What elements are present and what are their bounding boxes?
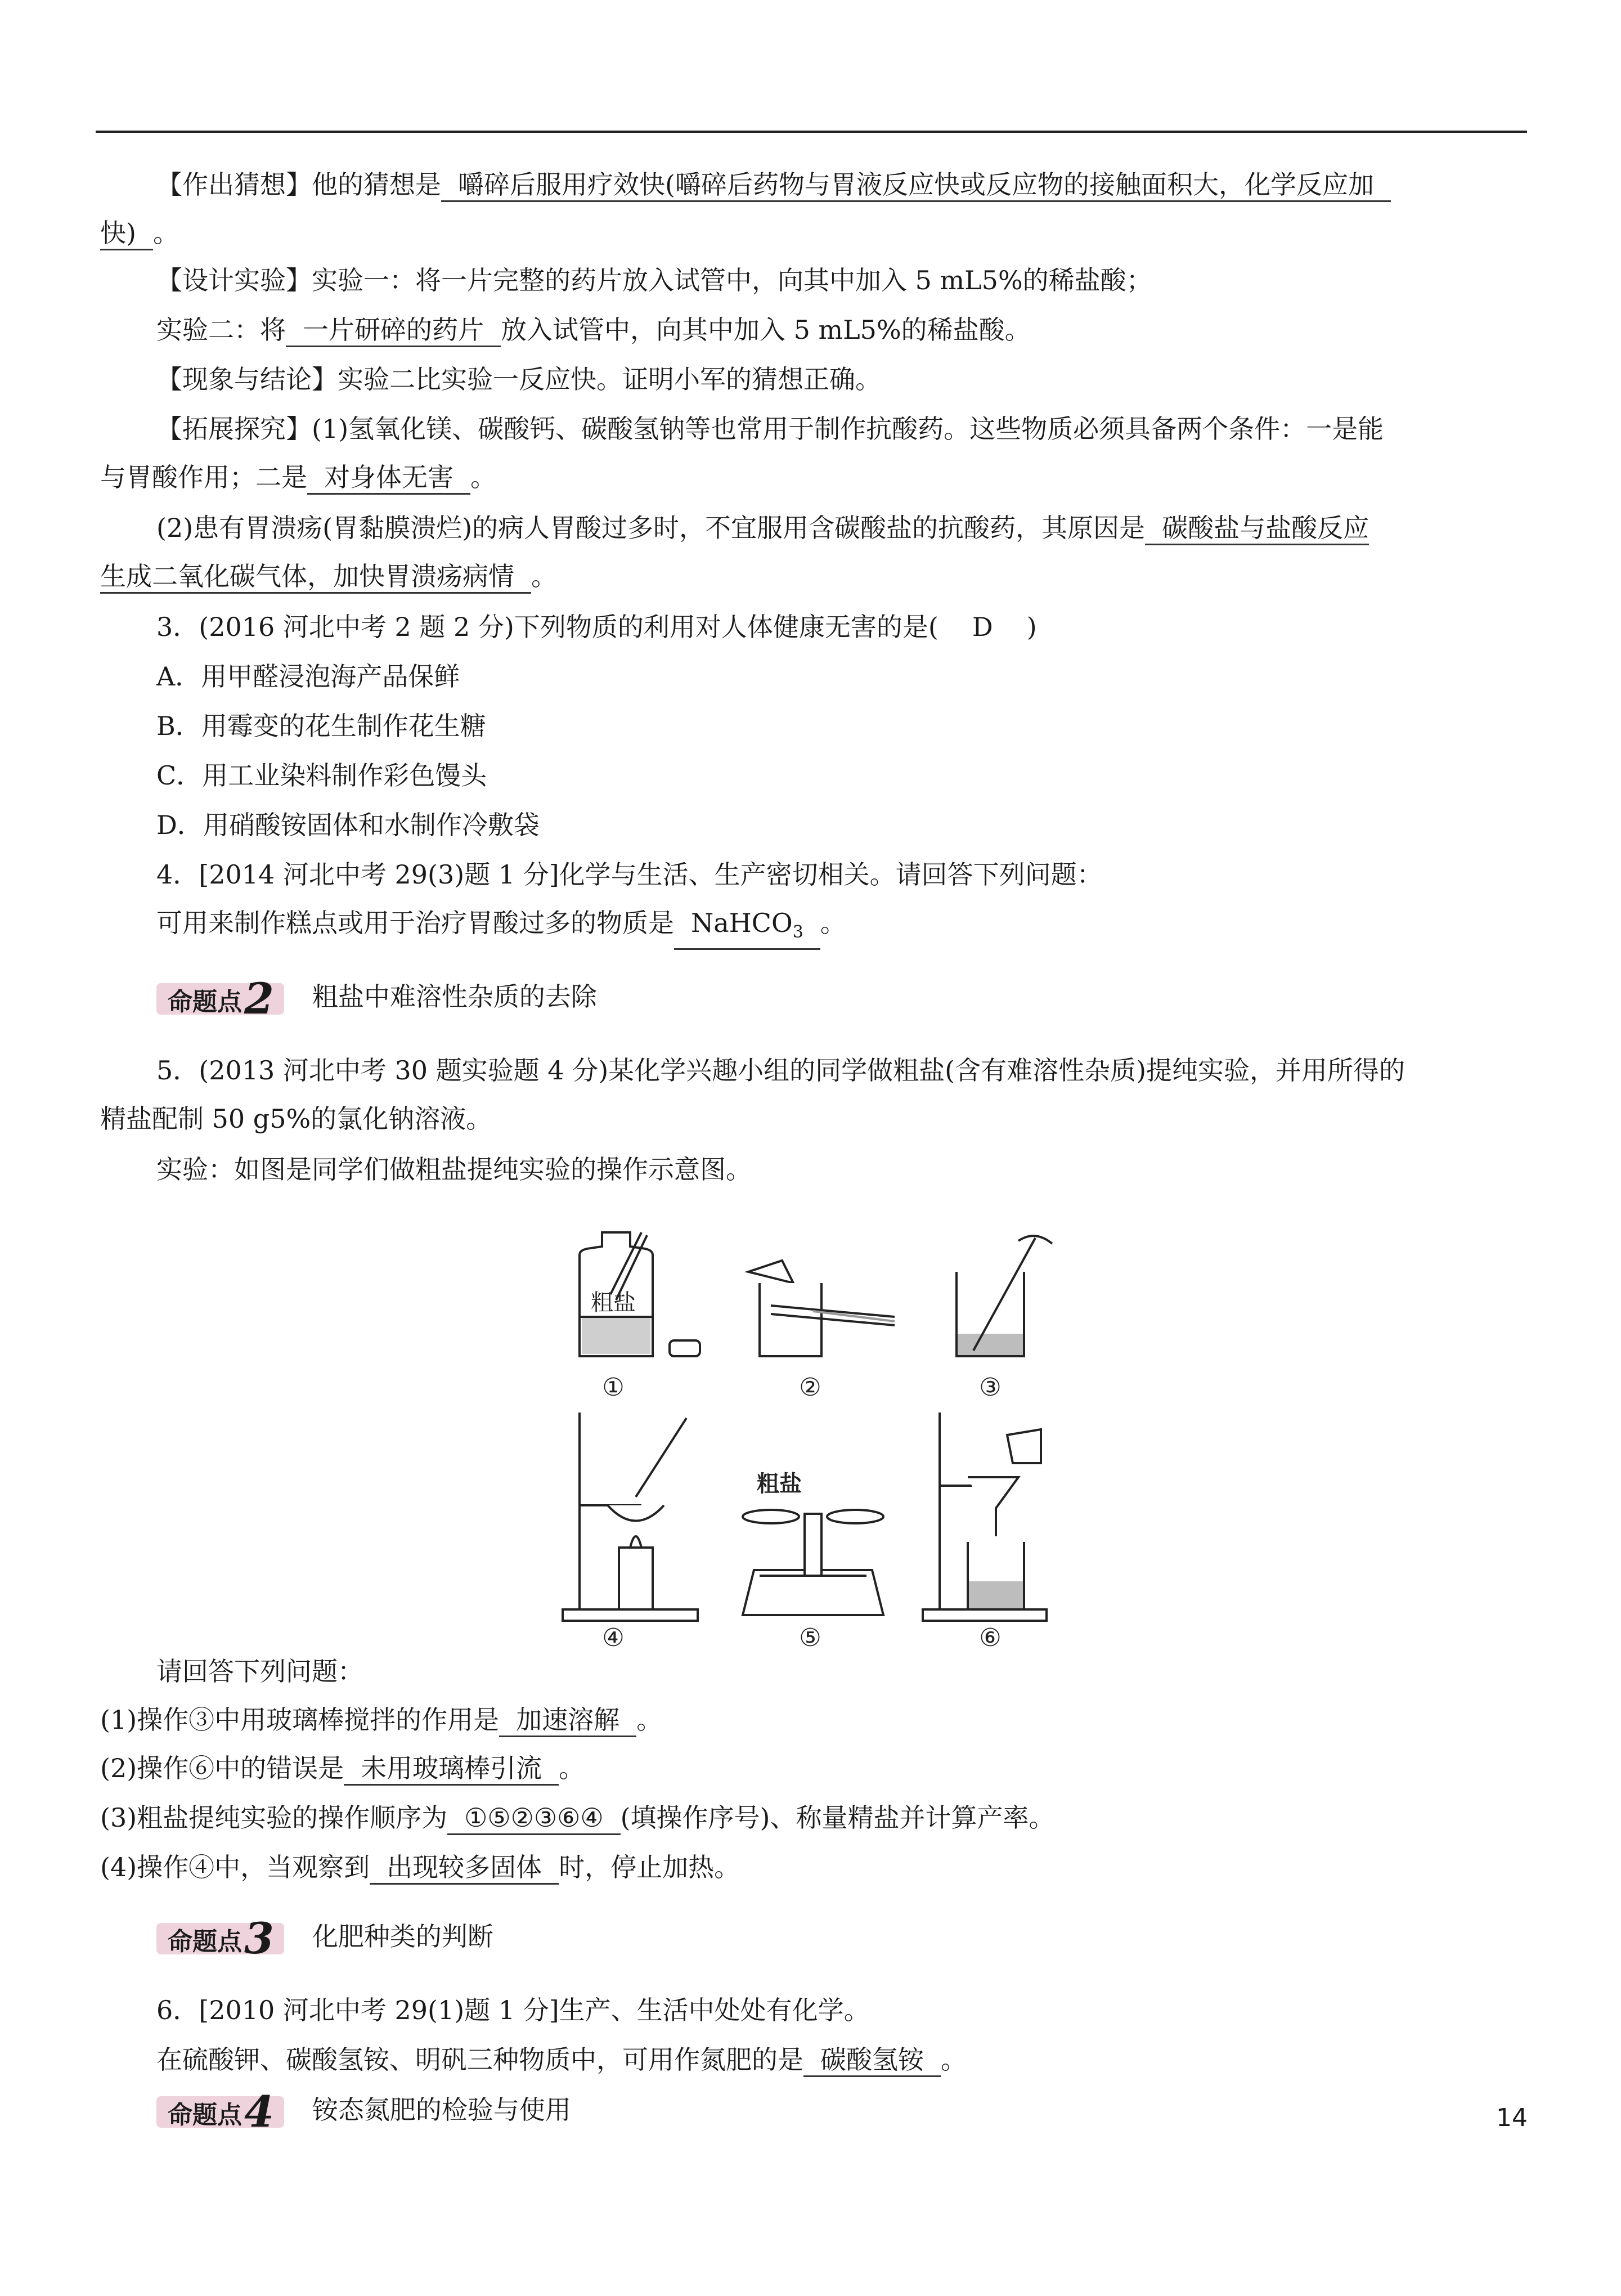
q5-sub1: [100, 1703, 662, 1737]
exp2-prefix: 实验二：将: [156, 315, 286, 345]
q3-stem-text: 3．(2016 河北中考 2 题 2 分)下列物质的利用对人体健康无害的是(: [156, 612, 939, 642]
topic-badge-label: 命题点: [168, 1927, 242, 1956]
pouring-diagram: [748, 1261, 895, 1356]
topic-badge-number: 3: [244, 1913, 274, 1963]
experiment2-line: [156, 313, 1031, 347]
ulcer-prefix: (2)患有胃溃疡(胃黏膜溃烂)的病人胃酸过多时，不宜服用含碳酸盐的抗酸药，其原因是: [156, 513, 1146, 543]
q4-answer-line: [156, 906, 846, 950]
guess-answer-part1: 嚼碎后服用疗效快(嚼碎后药物与胃液反应快或反应物的接触面积大，化学反应加: [441, 169, 1391, 202]
step-1-label: ①: [602, 1373, 625, 1402]
page-number: 14: [1496, 2104, 1528, 2132]
guess-line-1: [156, 168, 1391, 202]
step-5-label: ⑤: [799, 1624, 821, 1649]
q5-sub4-prefix: (4)操作④中，当观察到: [100, 1852, 370, 1882]
q5-sub2-prefix: (2)操作⑥中的错误是: [100, 1753, 344, 1783]
q5-sub4-suffix: 时，停止加热。: [559, 1852, 740, 1882]
design-line: 【设计实验】实验一：将一片完整的药片放入试管中，向其中加入 5 mL5%的稀盐酸；: [156, 265, 1152, 295]
q5-stem-1: 5．(2013 河北中考 30 题实验题 4 分)某化学兴趣小组的同学做粗盐(含有难溶性杂质)提纯实验，并用所得的: [156, 1055, 1406, 1086]
extend-answer: 对身体无害: [307, 461, 470, 495]
ulcer-line-1: [156, 511, 1369, 545]
topic-badge: [156, 974, 284, 1024]
exp2-suffix: 放入试管中，向其中加入 5 mL5%的稀盐酸。: [501, 315, 1031, 345]
q5-stem-2: 精盐配制 50 g5%的氯化钠溶液。: [100, 1104, 492, 1134]
q6-prefix: 在硫酸钾、碳酸氢铵、明矾三种物质中，可用作氮肥的是: [156, 2044, 803, 2075]
q5-ask: 请回答下列问题：: [156, 1656, 363, 1687]
q6-stem: 6．[2010 河北中考 29(1)题 1 分]生产、生活中处处有化学。: [156, 1995, 870, 2025]
q4-answer-formula: NaHCO: [691, 908, 793, 938]
q5-sub1-end: 。: [636, 1705, 663, 1735]
q3-option-d: D．用硝酸铵固体和水制作冷敷袋: [156, 810, 540, 840]
q5-sub4-answer: 出现较多固体: [370, 1851, 559, 1885]
topic-badge-number: 4: [244, 2087, 274, 2137]
q6-end: 。: [941, 2044, 967, 2075]
stirring-diagram: [957, 1236, 1052, 1356]
q5-sub3: [100, 1801, 1055, 1835]
ulcer-end: 。: [531, 561, 557, 591]
guess-answer-part2: 快): [100, 217, 153, 250]
balance-diagram: [743, 1510, 883, 1615]
q4-answer-subscript: 3: [792, 922, 803, 942]
q3-close: ): [1026, 612, 1037, 642]
topic-4-heading: [156, 2087, 571, 2137]
step-4-label: ④: [602, 1624, 625, 1649]
topic-2-heading: [156, 974, 597, 1024]
q4-stem: 4．[2014 河北中考 29(3)题 1 分]化学与生活、生产密切相关。请回答下列问题：: [156, 859, 1103, 890]
topic-title: 铵态氮肥的检验与使用: [312, 2095, 571, 2125]
q5-sub2-end: 。: [559, 1753, 585, 1783]
q5-sub2-answer: 未用玻璃棒引流: [344, 1752, 559, 1786]
topic-badge: [156, 2087, 284, 2137]
step-6-label: ⑥: [979, 1624, 1002, 1649]
q5-sub1-prefix: (1)操作③中用玻璃棒搅拌的作用是: [100, 1705, 500, 1735]
q5-sub4: [100, 1850, 740, 1885]
topic-badge: [156, 1913, 284, 1963]
q4-answer: [674, 907, 820, 950]
guess-end: 。: [152, 218, 179, 248]
q5-sub3-prefix: (3)粗盐提纯实验的操作顺序为: [100, 1802, 448, 1833]
ulcer-answer-part1: 碳酸盐与盐酸反应: [1145, 512, 1369, 545]
topic-badge-number: 2: [244, 974, 274, 1024]
q6-answer-line: [156, 2043, 967, 2077]
q5-experiment-intro: 实验：如图是同学们做粗盐提纯实验的操作示意图。: [156, 1154, 752, 1185]
salt-purification-figure: [557, 1221, 1075, 1649]
topic-3-heading: [156, 1913, 493, 1963]
q3-stem: [156, 610, 1037, 644]
extend-line-1: 【拓展探究】(1)氢氧化镁、碳酸钙、碳酸氢钠等也常用于制作抗酸药。这些物质必须具备两个条件：一是能: [156, 414, 1384, 444]
extend-line-2: [100, 460, 496, 495]
q5-sub3-answer: ①⑤②③⑥④: [447, 1802, 620, 1835]
topic-title: 化肥种类的判断: [312, 1921, 493, 1952]
q3-option-a: A．用甲醛浸泡海产品保鲜: [156, 661, 460, 692]
crude-salt-label: 粗盐: [591, 1290, 636, 1316]
q5-sub1-answer: 加速溶解: [499, 1704, 636, 1737]
crude-salt-label-2: 粗盐: [757, 1470, 802, 1497]
extend-end: 。: [470, 462, 496, 492]
q4-prefix: 可用来制作糕点或用于治疗胃酸过多的物质是: [156, 908, 674, 938]
q3-answer: D: [972, 612, 993, 642]
q6-answer: 碳酸氢铵: [803, 2044, 941, 2077]
header-rule: [96, 131, 1527, 133]
topic-badge-label: 命题点: [168, 988, 242, 1016]
q5-sub3-suffix: (填操作序号)、称量精盐并计算产率。: [620, 1802, 1055, 1833]
evaporation-diagram: [563, 1412, 698, 1621]
guess-prefix: 【作出猜想】他的猜想是: [156, 169, 441, 200]
exp2-answer: 一片研碎的药片: [286, 314, 501, 347]
topic-badge-label: 命题点: [168, 2101, 242, 2129]
step-3-label: ③: [979, 1373, 1002, 1402]
ulcer-answer-part2: 生成二氧化碳气体，加快胃溃疡病情: [100, 560, 531, 594]
topic-title: 粗盐中难溶性杂质的去除: [312, 981, 597, 1012]
ulcer-line-2: [100, 559, 557, 594]
step-2-label: ②: [799, 1373, 821, 1402]
q5-sub2: [100, 1751, 585, 1786]
q4-end: 。: [820, 908, 846, 938]
extend-prefix: 与胃酸作用；二是: [100, 462, 307, 492]
conclusion-line: 【现象与结论】实验二比实验一反应快。证明小军的猜想正确。: [156, 364, 881, 394]
guess-line-2: [100, 216, 179, 250]
filtration-diagram: [923, 1412, 1047, 1621]
q3-option-b: B．用霉变的花生制作花生糖: [156, 711, 486, 741]
q3-option-c: C．用工业染料制作彩色馒头: [156, 760, 487, 791]
